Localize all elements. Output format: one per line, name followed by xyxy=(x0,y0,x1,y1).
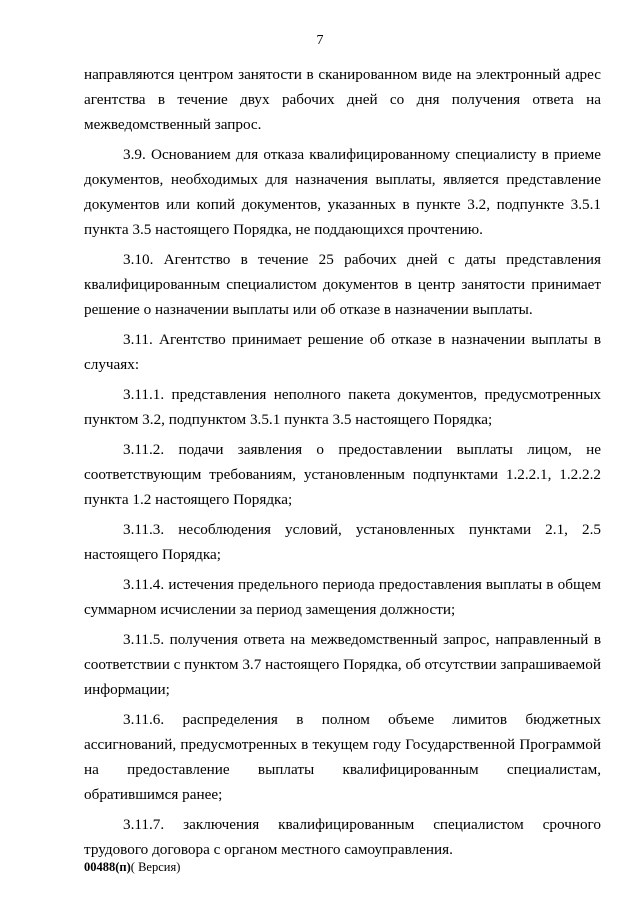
document-version: ( Версия) xyxy=(130,860,181,874)
paragraph-3-9: 3.9. Основанием для отказа квалифицированному специалисту в приеме документов, необходимых для назначения выплаты, является представление документов или копий документов, указанных в пункте 3.2, подпункте 3.5.1 пункта 3.5 настоящего Порядка, не поддающихся прочтению. xyxy=(84,146,601,238)
document-code: 00488(п) xyxy=(84,860,131,874)
paragraph-3-11-1: 3.11.1. представления неполного пакета документов, предусмотренных пунктом 3.2, подпунктом 3.5.1 пункта 3.5 настоящего Порядка; xyxy=(84,386,601,428)
document-body xyxy=(84,62,601,867)
paragraph-3-11: 3.11. Агентство принимает решение об отказе в назначении выплаты в случаях: xyxy=(84,331,601,373)
paragraph-3-11-5: 3.11.5. получения ответа на межведомственный запрос, направленный в соответствии с пунктом 3.7 настоящего Порядка, об отсутствии запрашиваемой информации; xyxy=(84,631,601,698)
paragraph-3-11-4: 3.11.4. истечения предельного периода предоставления выплаты в общем суммарном исчислении за период замещения должности; xyxy=(84,576,601,618)
paragraph-3-11-2: 3.11.2. подачи заявления о предоставлении выплаты лицом, не соответствующим требованиям, установленным подпунктами 1.2.2.1, 1.2.2.2 пункта 1.2 настоящего Порядка; xyxy=(84,441,601,508)
paragraph-continuation: направляются центром занятости в сканированном виде на электронный адрес агентства в течение двух рабочих дней со дня получения ответа на межведомственный запрос. xyxy=(84,66,601,133)
paragraph-3-11-3: 3.11.3. несоблюдения условий, установленных пунктами 2.1, 2.5 настоящего Порядка; xyxy=(84,521,601,563)
paragraph-3-11-7: 3.11.7. заключения квалифицированным специалистом срочного трудового договора с органом местного самоуправления. xyxy=(84,816,601,858)
paragraph-3-11-6: 3.11.6. распределения в полном объеме лимитов бюджетных ассигнований, предусмотренных в текущем году Государственной Программой на предоставление выплаты квалифицированным специалистам, обратившимся ранее; xyxy=(84,711,601,803)
paragraph-3-10: 3.10. Агентство в течение 25 рабочих дней с даты представления квалифицированным специалистом документов в центр занятости принимает решение о назначении выплаты или об отказе в назначении выплаты. xyxy=(84,251,601,318)
document-footer xyxy=(84,860,180,875)
page-number: 7 xyxy=(316,33,324,48)
